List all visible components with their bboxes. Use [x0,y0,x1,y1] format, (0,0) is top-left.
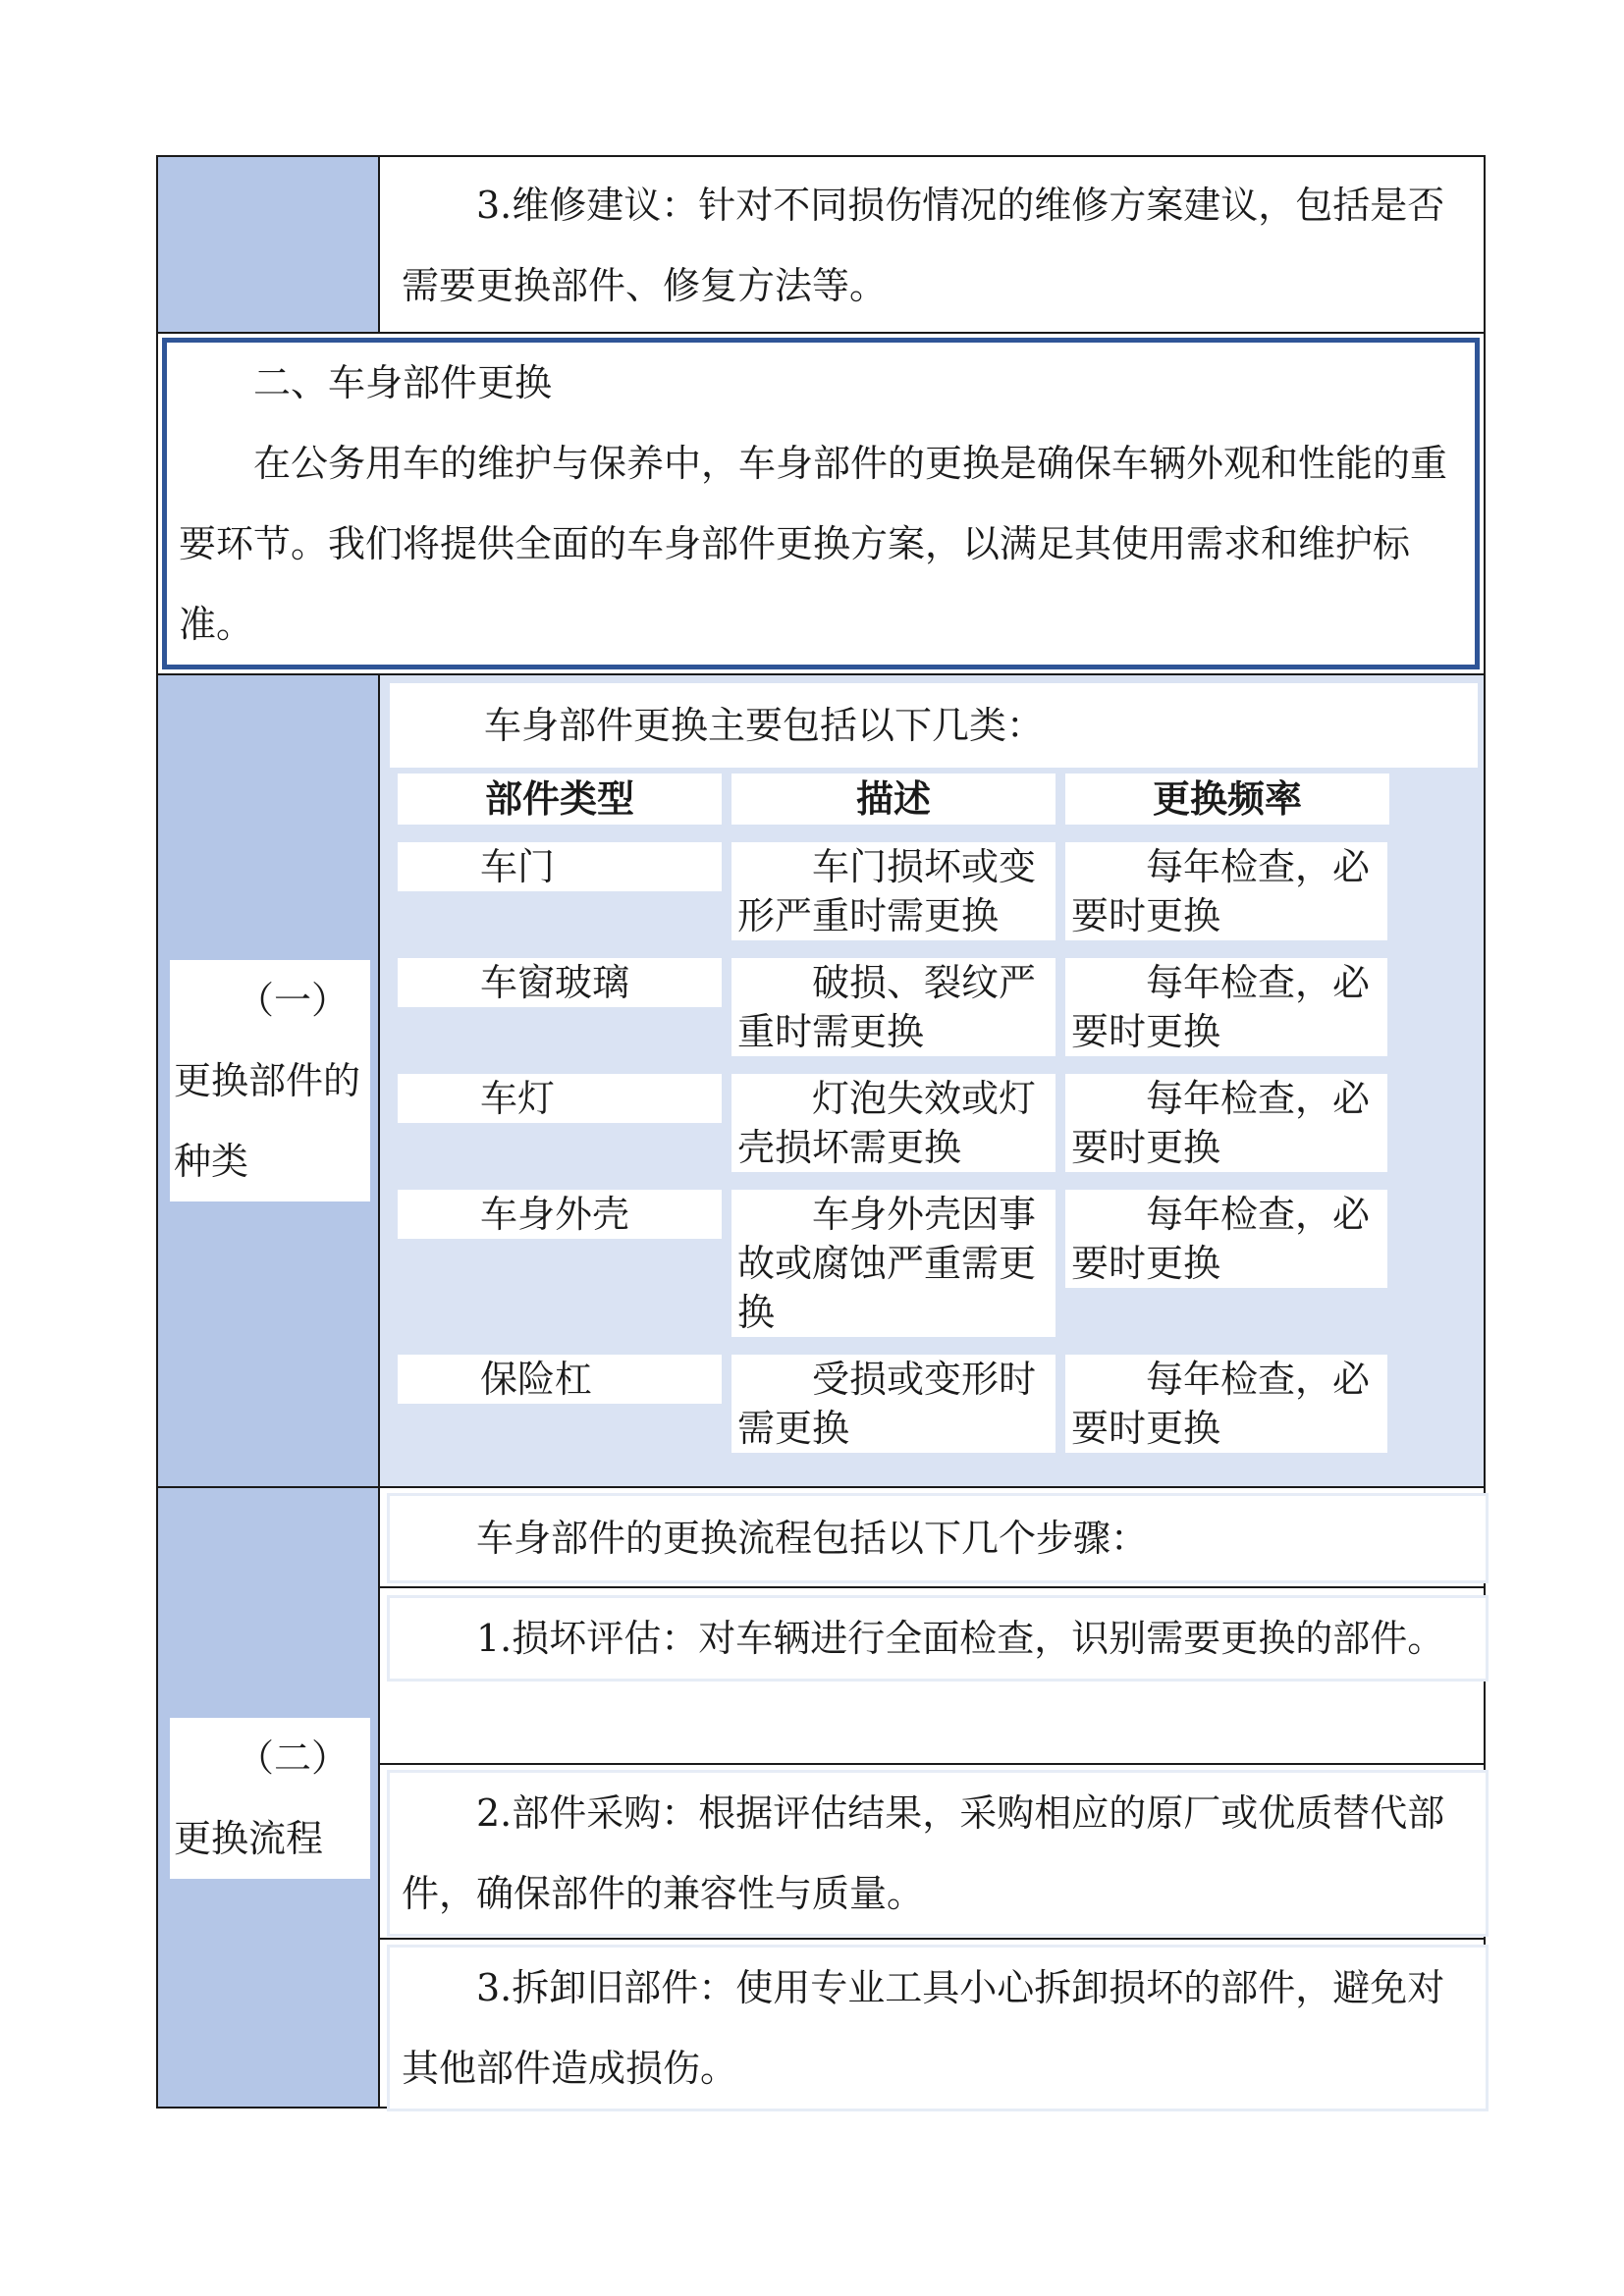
left-cell [158,157,380,332]
part-description: 破损、裂纹严重时需更换 [731,958,1056,1056]
section-heading-row [158,338,1484,675]
table-row [158,1488,1484,2109]
part1-title: 更换部件的种类 [174,1059,361,1183]
table-row [398,842,1419,940]
table-row [398,958,1419,1056]
left-cell [158,1488,380,2107]
left-cell [158,675,380,1486]
part1-number: （一） [236,979,349,1022]
repair-suggestion-text: 3.维修建议：针对不同损伤情况的维修方案建议，包括是否需要更换部件、修复方法等。 [390,165,1476,326]
table-row [398,1190,1419,1337]
part2-title: 更换流程 [174,1817,324,1860]
right-cell [380,675,1484,1486]
part-frequency: 每年检查，必要时更换 [1065,958,1387,1056]
header-part-type: 部件类型 [398,774,722,825]
table-row [158,157,1484,334]
section-paragraph: 在公务用车的维护与保养中，车身部件的更换是确保车辆外观和性能的重要环节。我们将提供全面的车身部件更换方案，以满足其使用需求和维护标准。 [179,442,1448,646]
part-type: 车窗玻璃 [398,958,722,1007]
part-frequency: 每年检查，必要时更换 [1065,1074,1387,1172]
part-type: 车身外壳 [398,1190,722,1239]
header-frequency: 更换频率 [1065,774,1389,825]
part-description: 受损或变形时需更换 [731,1355,1056,1453]
document-page [156,155,1486,2109]
part-description: 车身外壳因事故或腐蚀严重需更换 [731,1190,1056,1337]
divider [380,1586,1484,1588]
part-type: 保险杠 [398,1355,722,1404]
parts-table [398,770,1419,1453]
section-heading-box [162,338,1480,669]
part-frequency: 每年检查，必要时更换 [1065,1190,1387,1288]
process-step: 3.拆卸旧部件：使用专业工具小心拆卸损坏的部件，避免对其他部件造成损伤。 [390,1948,1486,2109]
table-row [398,1074,1419,1172]
parts-table-header [398,770,1419,825]
part-description: 灯泡失效或灯壳损坏需更换 [731,1074,1056,1172]
section-heading: 二、车身部件更换 [253,361,553,404]
table-row [398,1355,1419,1453]
part2-number: （二） [236,1736,349,1780]
process-step: 2.部件采购：根据评估结果，采购相应的原厂或优质替代部件，确保部件的兼容性与质量。 [390,1773,1486,1934]
part1-label [170,960,370,1201]
divider [380,1938,1484,1940]
right-cell [380,1488,1484,2107]
part2-intro: 车身部件的更换流程包括以下几个步骤： [390,1496,1486,1580]
part-type: 车门 [398,842,722,891]
part-frequency: 每年检查，必要时更换 [1065,1355,1387,1453]
process-step: 1.损坏评估：对车辆进行全面检查，识别需要更换的部件。 [390,1598,1486,1679]
part2-label [170,1718,370,1879]
part-description: 车门损坏或变形严重时需更换 [731,842,1056,940]
divider [380,1763,1484,1765]
document-table [156,155,1486,2109]
part-type: 车灯 [398,1074,722,1123]
table-row [158,675,1484,1488]
header-description: 描述 [731,774,1056,825]
part1-intro: 车身部件更换主要包括以下几类： [390,683,1478,768]
part-frequency: 每年检查，必要时更换 [1065,842,1387,940]
right-cell [380,157,1484,332]
